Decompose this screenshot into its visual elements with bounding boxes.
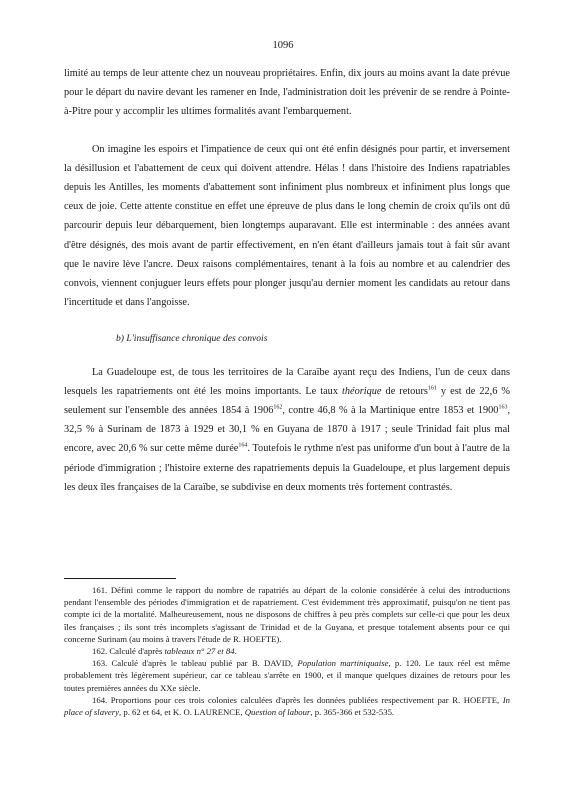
footnote-emphasis: Population martiniquaise bbox=[297, 658, 389, 669]
section-heading: b) L'insuffisance chronique des convois bbox=[116, 333, 268, 345]
footnote-164 bbox=[64, 694, 510, 718]
text-run: , p. 365-366 et 532-535. bbox=[310, 707, 395, 718]
footnotes bbox=[64, 584, 510, 718]
text-run: y est de 22,6 % seulement sur l'ensemble des années 1854 à 1906 bbox=[64, 385, 510, 417]
footnote-ref-161[interactable]: 161 bbox=[427, 385, 437, 392]
footnote-emphasis: Question of labour bbox=[244, 707, 311, 718]
footnote-emphasis: tableaux n° 27 et 84 bbox=[164, 646, 235, 657]
footnote-ref-163[interactable]: 163 bbox=[498, 404, 508, 411]
text-run: de retours bbox=[381, 385, 428, 397]
page-number: 1096 bbox=[272, 40, 294, 51]
paragraph-continuation: limité au temps de leur attente chez un nouveau propriétaires. Enfin, dix jours au moins avant la date prévue pour le départ du navire devant les ramener en Inde, l'administration doit les prévenir de se rendre à Pointe-à-Pitre pour y accomplir les ultimes formalités avant l'embarquement. bbox=[64, 68, 510, 118]
text-run: 164. Proportions pour ces trois colonies calculées d'après les données publiées respectivement par R. HOEFTE, bbox=[92, 694, 503, 705]
footnote-separator bbox=[64, 578, 176, 579]
text-run: . Toutefois le rythme n'est pas uniforme d'un bout à l'autre de la période d'immigration ; l'histoire externe des rapatriements depuis la Guadeloupe, et plus largement depuis les deux îles françaises de la Caraïbe, se subdivise en deux moments très fortement contrastés. bbox=[64, 443, 511, 493]
paragraph-guadeloupe bbox=[64, 363, 510, 497]
text-run: La Guadeloupe est, de tous les territoires de la Caraïbe ayant reçu des Indiens, l'un de ceux dans lesquels les rapatriements ont été les moins importants. Le taux bbox=[64, 366, 510, 397]
main-text bbox=[64, 64, 510, 497]
text-run: , p. 62 et 64, et K. O. LAURENCE, bbox=[119, 707, 245, 718]
text-run: . bbox=[234, 646, 237, 657]
footnote-ref-164[interactable]: 164 bbox=[238, 443, 248, 450]
text-run: , contre 46,8 % à la Martinique entre 1853 et 1900 bbox=[282, 405, 499, 417]
footnote-163 bbox=[64, 657, 510, 694]
footnote-emphasis: In place of slavery bbox=[64, 694, 510, 718]
text-run: , p. 120. Le taux réel est même probablement très légèrement supérieur, car ce tableau s'arrête en 1900, et il manque quelques dizaines de retours pour les toutes premières années du XXe siècle. bbox=[64, 658, 511, 693]
footnote-ref-162[interactable]: 162 bbox=[273, 404, 283, 411]
footnote-161: 161. Défini comme le rapport du nombre de rapatriés au départ de la colonie considérée à celui des introductions pendant l'ensemble des périodes d'immigration et de rapatriement. C'est évidemment très approximatif, puisqu'on ne tient pas compte ici de la mortalité. Malheureusement, nous ne disposons de chiffres à peu près complets sur celle-ci que pour les deux îles françaises ; ils sont très incomplets s'agissant de Trinidad et de la Guyana, et presque totalement absents pour ce qui concerne Surinam (au moins à travers l'étude de R. HOEFTE). bbox=[64, 585, 510, 644]
footnote-162 bbox=[64, 645, 510, 657]
emphasis-theorique: théorique bbox=[342, 385, 382, 397]
paragraph-imagine: On imagine les espoirs et l'impatience de ceux qui ont été enfin désignés pour partir, et inversement la désillusion et l'abattement de ceux qui doivent attendre. Hélas ! dans l'histoire des Indiens rapatriables depuis les Antilles, les moments d'abattement sont infiniment plus nombreux et infiniment plus longs que ceux de joie. Cette attente constitue en effet une épreuve de plus dans le long chemin de croix qu'ils ont dû parcourir depuis leur débarquement, bien longtemps auparavant. Elle est interminable : des années avant d'être désignés, des mois avant de partir effectivement, en n'en étant d'ailleurs jamais tout à fait sûr avant que le navire lève l'ancre. Deux raisons complémentaires, tenant à la fois au nombre et au calendrier des convois, viennent conjuguer leurs effets pour plonger jusqu'au dernier moment les candidats au retour dans l'incertitude et dans l'angoisse. bbox=[64, 143, 510, 309]
text-run: , 32,5 % à Surinam de 1873 à 1929 et 30,1 % en Guyana de 1870 à 1917 ; seule Trinidad fait plus mal encore, avec 20,6 % sur cette même durée bbox=[64, 405, 511, 455]
text-run: 162. Calculé d'après bbox=[92, 646, 165, 657]
text-run: 163. Calculé d'après le tableau publié par B. DAVID, bbox=[92, 658, 298, 669]
